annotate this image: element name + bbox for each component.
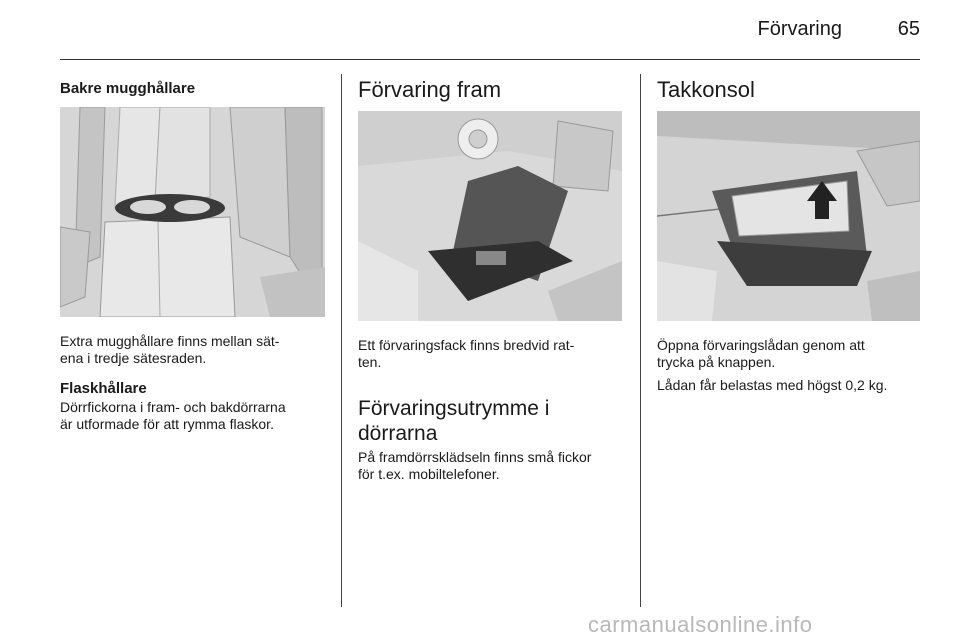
body-text-line: På framdörrsklädseln finns små fickor bbox=[358, 449, 592, 465]
subheading-bottle-holder: Flaskhållare bbox=[60, 380, 147, 397]
header-divider bbox=[60, 59, 920, 60]
rear-cupholder-illustration-icon bbox=[60, 107, 325, 317]
column-divider-2 bbox=[640, 74, 641, 607]
body-text-line: trycka på knappen. bbox=[657, 353, 776, 370]
page-number: 65 bbox=[897, 18, 920, 40]
section-heading-roof-console: Takkonsol bbox=[657, 77, 755, 102]
body-text-line: Lådan får belastas med högst 0,2 kg. bbox=[657, 377, 888, 393]
body-text-line: ten. bbox=[358, 353, 382, 370]
running-header-title: Förvaring bbox=[757, 18, 842, 40]
front-storage-compartment-illustration-icon bbox=[358, 111, 622, 321]
body-text-line: ena i tredje sätesraden. bbox=[60, 349, 207, 366]
subheading-door-storage-cont: dörrarna bbox=[358, 422, 438, 445]
roof-console-illustration-icon bbox=[657, 111, 920, 321]
body-text-line: för t.ex. mobiltelefoner. bbox=[358, 465, 500, 482]
section-heading-rear-cupholder: Bakre mugghållare bbox=[60, 80, 196, 97]
watermark: carmanualsonline.info bbox=[588, 612, 813, 637]
body-text-line: Dörrfickorna i fram- och bakdörrarna bbox=[60, 399, 286, 415]
column-divider-1 bbox=[341, 74, 342, 607]
section-heading-front-storage: Förvaring fram bbox=[358, 77, 502, 102]
body-text-line: Öppna förvaringslådan genom att bbox=[657, 337, 865, 353]
body-text-line: Extra mugghållare finns mellan sät- bbox=[60, 333, 280, 349]
subheading-door-storage: Förvaringsutrymme i bbox=[358, 397, 550, 420]
body-text-line: är utformade för att rymma flaskor. bbox=[60, 415, 274, 432]
body-text-line: Ett förvaringsfack finns bredvid rat- bbox=[358, 337, 575, 353]
